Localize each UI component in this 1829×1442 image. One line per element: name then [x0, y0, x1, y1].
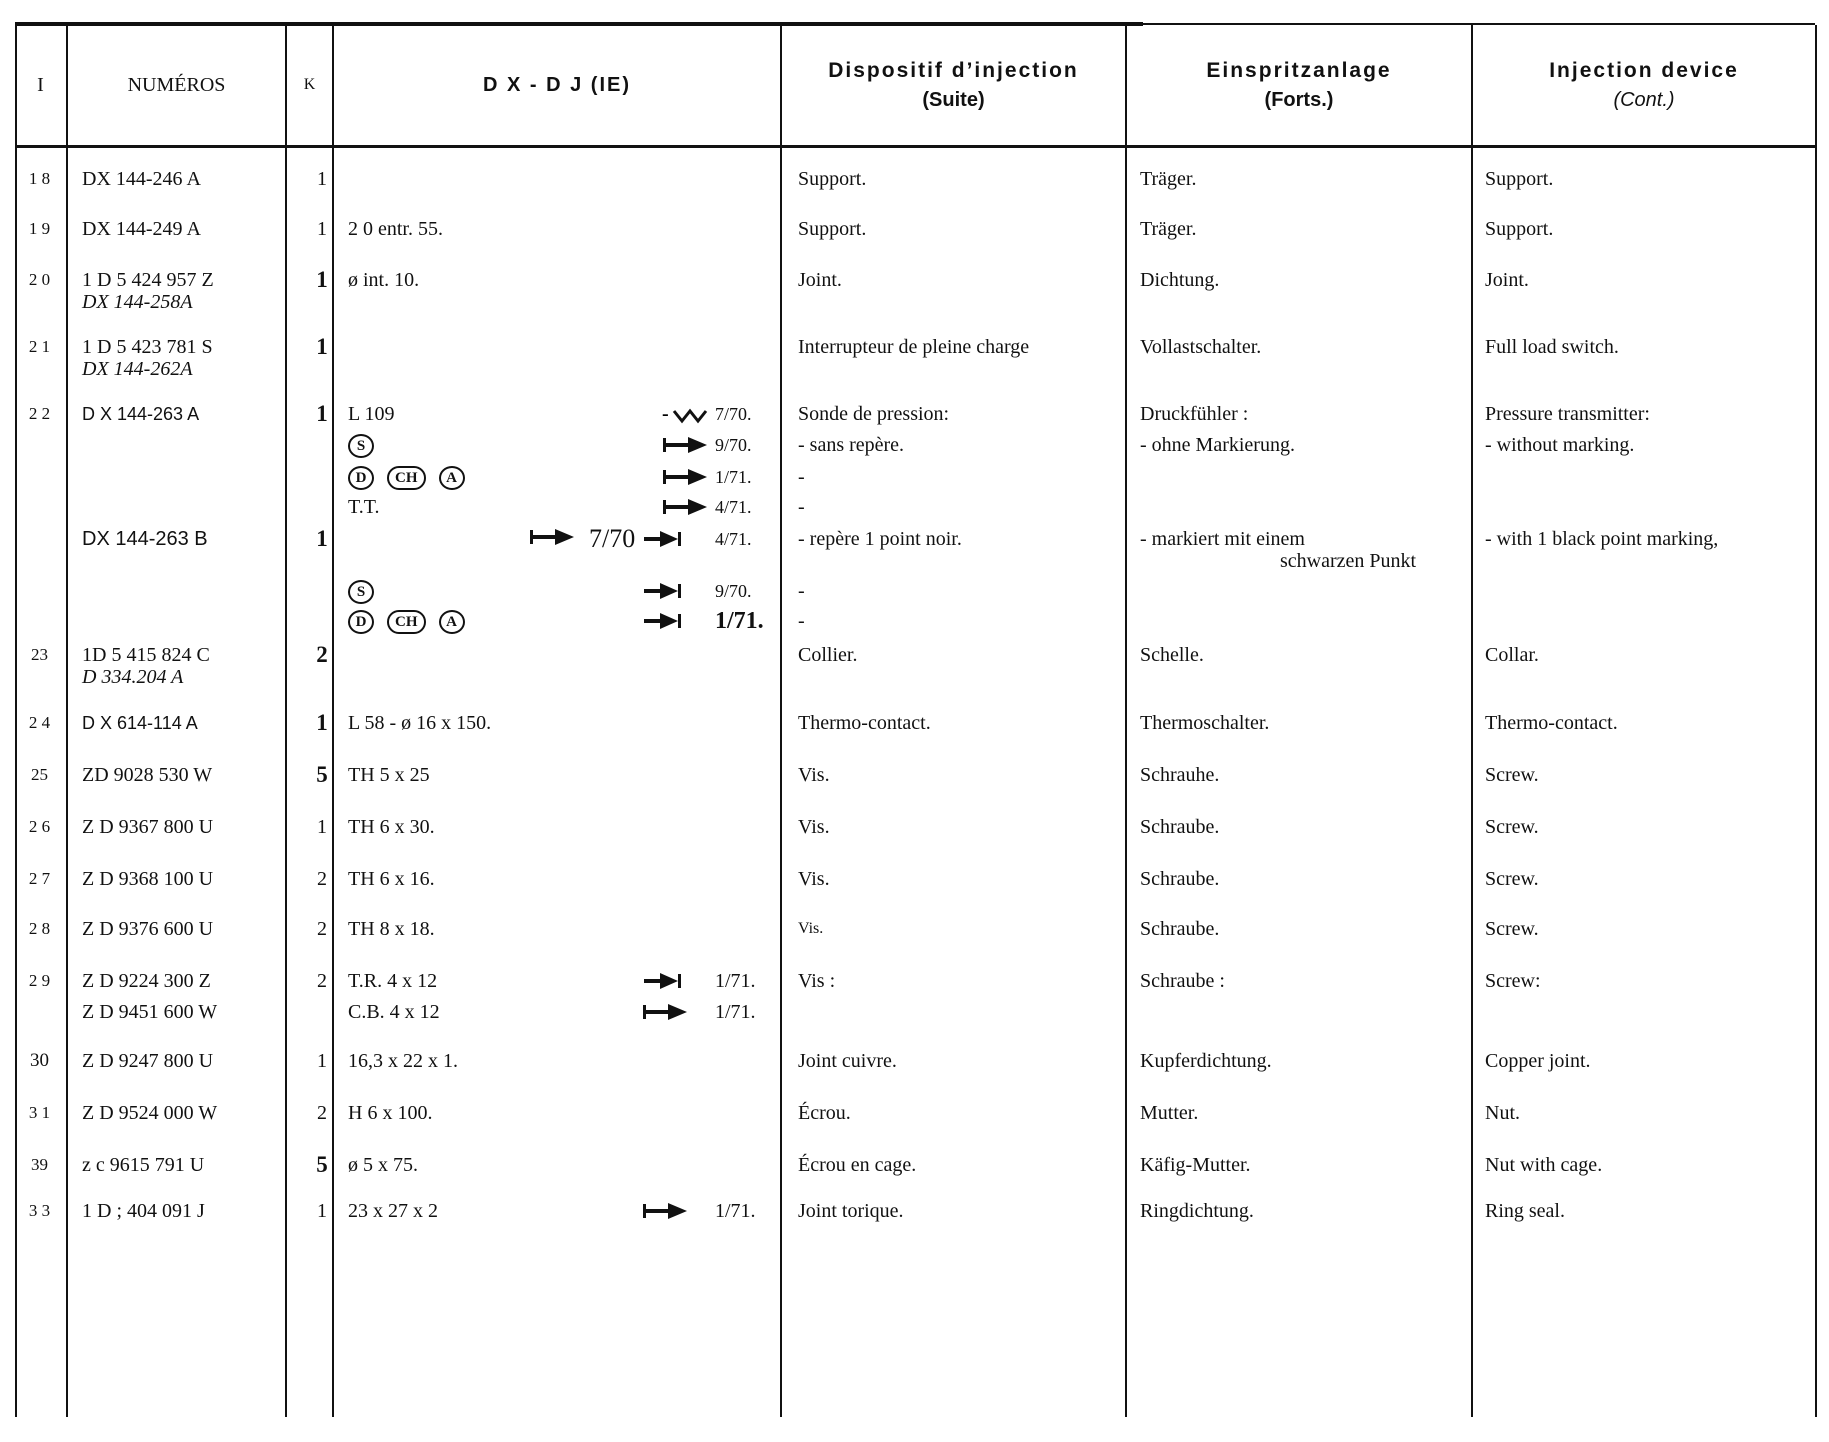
description-en: Support. [1485, 218, 1554, 240]
description-de: Thermoschalter. [1140, 712, 1270, 734]
item-index: 23 [31, 645, 48, 664]
arrow-from-icon [660, 434, 710, 456]
market-badge: D [348, 466, 374, 490]
market-badges [348, 580, 648, 604]
description-fr: Collier. [798, 644, 858, 666]
description-de: Käfig-Mutter. [1140, 1154, 1251, 1176]
description-de: Schraube. [1140, 816, 1220, 838]
part-number [82, 269, 292, 313]
description-en: Ring seal. [1485, 1200, 1565, 1222]
description-en: - with 1 black point marking, [1485, 528, 1719, 550]
quantity: 1 [316, 334, 328, 359]
part-number: DX 144-263 B [82, 528, 208, 550]
header-english-title: Injection device [1549, 58, 1739, 82]
arrow-from-icon [640, 1001, 690, 1023]
column-divider [780, 25, 782, 1417]
spec: L 58 - ø 16 x 150. [348, 712, 492, 734]
quantity: 1 [316, 267, 328, 292]
part-number: Z D 9224 300 Z [82, 970, 211, 992]
spec: TH 6 x 16. [348, 868, 435, 890]
description-en: Joint. [1485, 269, 1529, 291]
quantity: 1 [316, 401, 328, 426]
description-de: - ohne Markierung. [1140, 434, 1295, 456]
date-mark: 7/70. [715, 404, 752, 424]
part-number-primary: 1D 5 415 824 C [82, 644, 210, 666]
description-fr: Joint. [798, 269, 842, 291]
part-number-alt: DX 144-262A [82, 358, 193, 380]
description-fr: Interrupteur de pleine charge [798, 336, 1030, 358]
header-col-i: I [37, 73, 44, 96]
market-badges [348, 610, 648, 634]
header-english-sub: (Cont.) [1613, 88, 1675, 111]
part-number: ZD 9028 530 W [82, 764, 213, 786]
market-badge: A [439, 610, 465, 634]
item-index: 2 9 [28, 971, 51, 990]
item-index: 3 1 [28, 1103, 51, 1122]
description-en: Support. [1485, 168, 1554, 190]
arrow-until-icon [640, 610, 690, 632]
header-french-title: Dispositif d’injection [828, 58, 1079, 82]
column-divider [66, 25, 68, 1417]
description-de: Träger. [1140, 218, 1197, 240]
part-number: 1 D ; 404 091 J [82, 1200, 205, 1222]
part-number: Z D 9247 800 U [82, 1050, 214, 1072]
description-de: Schraube. [1140, 918, 1220, 940]
description-en: Screw. [1485, 816, 1539, 838]
quantity: 5 [316, 1152, 328, 1177]
spec: TH 5 x 25 [348, 764, 430, 786]
description-de: Druckfühler : [1140, 403, 1249, 425]
arrow-from-icon [527, 526, 577, 548]
spec: 23 x 27 x 2 [348, 1200, 438, 1222]
part-number [82, 644, 292, 688]
part-number: D X 144-263 A [82, 404, 200, 424]
date-mark: 9/70. [715, 435, 752, 455]
date-mark: 1/71. [715, 970, 756, 992]
description-en: Screw. [1485, 918, 1539, 940]
spec: 16,3 x 22 x 1. [348, 1050, 458, 1072]
description-en: Thermo-contact. [1485, 712, 1618, 734]
description-de: Mutter. [1140, 1102, 1199, 1124]
item-index: 2 2 [28, 404, 51, 423]
date-mark: 1/71. [715, 608, 764, 634]
description-en: Nut with cage. [1485, 1154, 1603, 1176]
item-index: 2 0 [28, 270, 51, 289]
part-number: DX 144-246 A [82, 168, 201, 190]
spec: L 109 [348, 403, 395, 425]
quantity: 1 [317, 1200, 327, 1222]
date-mark: 4/71. [715, 497, 752, 517]
header-col-model: D X - D J (IE) [482, 73, 631, 96]
item-index: 25 [31, 765, 48, 784]
spec: TH 8 x 18. [348, 918, 435, 940]
description-fr: - repère 1 point noir. [798, 528, 962, 550]
description-en: Screw. [1485, 764, 1539, 786]
date-mark: 9/70. [715, 581, 752, 601]
description-de: Ringdichtung. [1140, 1200, 1254, 1222]
description-de: Schelle. [1140, 644, 1204, 666]
part-number: Z D 9451 600 W [82, 1001, 218, 1023]
description-de: Vollastschalter. [1140, 336, 1262, 358]
quantity: 2 [317, 1102, 327, 1124]
date-mark: 7/70 [589, 524, 636, 553]
market-badge: CH [387, 610, 426, 634]
arrow-until-icon [640, 970, 690, 992]
description-fr: Joint torique. [798, 1200, 904, 1222]
description-de-line2: schwarzen Punkt [1280, 550, 1417, 572]
description-de: Schraube. [1140, 868, 1220, 890]
description-de: Schraube : [1140, 970, 1225, 992]
description-fr: Vis : [798, 970, 836, 992]
quantity: 1 [317, 1050, 327, 1072]
header-col-french [782, 25, 1125, 145]
header-col-numeros: NUMÉROS [127, 73, 226, 96]
header-col-german [1127, 25, 1471, 145]
part-number-primary: 1 D 5 424 957 Z [82, 269, 214, 291]
description-de [1140, 528, 1480, 572]
spec: 2 0 entr. 55. [348, 218, 443, 240]
date-mark: 1/71. [715, 1200, 756, 1222]
description-fr: Thermo-contact. [798, 712, 931, 734]
description-en: - without marking. [1485, 434, 1635, 456]
description-fr: - [798, 496, 805, 518]
part-number-primary: 1 D 5 423 781 S [82, 336, 213, 358]
market-badge: S [348, 434, 374, 458]
header-rule [15, 145, 1815, 148]
description-de: Dichtung. [1140, 269, 1220, 291]
item-index: 2 6 [28, 817, 51, 836]
description-fr: Joint cuivre. [798, 1050, 897, 1072]
item-index: 2 1 [28, 337, 51, 356]
quantity: 5 [316, 762, 328, 787]
quantity: 1 [317, 168, 327, 190]
description-fr: - [798, 610, 805, 632]
item-index: 1 8 [28, 169, 51, 188]
description-fr: Écrou. [798, 1102, 851, 1124]
description-fr: Vis. [798, 868, 830, 890]
date-mark: 1/71. [715, 467, 752, 487]
description-en: Collar. [1485, 644, 1539, 666]
quantity: 2 [316, 642, 328, 667]
description-en: Full load switch. [1485, 336, 1619, 358]
arrow-from-icon [660, 403, 710, 425]
description-fr: - sans repère. [798, 434, 905, 456]
part-number: z c 9615 791 U [82, 1154, 205, 1176]
svg-text:-: - [662, 403, 669, 425]
spec: H 6 x 100. [348, 1102, 433, 1124]
item-index: 1 9 [28, 219, 51, 238]
arrow-until-icon [640, 528, 690, 550]
date-mark: 1/71. [715, 1001, 756, 1023]
spec: C.B. 4 x 12 [348, 1001, 440, 1023]
market-badge: S [348, 580, 374, 604]
description-fr: - [798, 466, 805, 488]
header-german-sub: (Forts.) [1264, 88, 1334, 111]
description-fr: Vis. [798, 764, 830, 786]
market-badge: D [348, 610, 374, 634]
description-fr: Écrou en cage. [798, 1154, 917, 1176]
description-de-line1: - markiert mit einem [1140, 528, 1305, 550]
item-index: 3 3 [28, 1201, 51, 1220]
date-mark: 4/71. [715, 529, 752, 549]
description-en: Nut. [1485, 1102, 1520, 1124]
market-badges [348, 434, 648, 458]
description-en: Pressure transmitter: [1485, 403, 1650, 425]
description-fr: Vis. [798, 816, 830, 838]
spec: ø 5 x 75. [348, 1154, 418, 1176]
description-fr: Support. [798, 168, 867, 190]
quantity: 1 [317, 816, 327, 838]
arrow-until-icon [640, 580, 690, 602]
spec: ø int. 10. [348, 269, 420, 291]
header-col-k: K [303, 76, 316, 93]
item-index: 2 4 [28, 713, 51, 732]
description-fr: Vis. [798, 920, 824, 937]
description-fr: - [798, 580, 805, 602]
quantity: 1 [316, 710, 328, 735]
quantity: 2 [317, 868, 327, 890]
description-de: Schrauhe. [1140, 764, 1220, 786]
spec: T.T. [348, 496, 380, 518]
arrow-from-icon [660, 496, 710, 518]
item-index: 2 8 [28, 919, 51, 938]
part-number: D X 614-114 A [82, 713, 198, 733]
description-en: Screw: [1485, 970, 1541, 992]
item-index: 39 [31, 1155, 48, 1174]
header-col-english [1473, 25, 1815, 145]
header-french-sub: (Suite) [922, 88, 985, 111]
description-en: Screw. [1485, 868, 1539, 890]
item-index: 2 7 [28, 869, 51, 888]
arrow-from-icon [660, 466, 710, 488]
part-number-alt: DX 144-258A [82, 291, 193, 313]
part-number: Z D 9376 600 U [82, 918, 214, 940]
quantity: 1 [316, 526, 328, 551]
description-fr: Sonde de pression: [798, 403, 950, 425]
spec: TH 6 x 30. [348, 816, 435, 838]
market-badge: A [439, 466, 465, 490]
part-number: Z D 9368 100 U [82, 868, 214, 890]
quantity: 2 [317, 918, 327, 940]
description-de: Kupferdichtung. [1140, 1050, 1272, 1072]
market-badges [348, 466, 648, 490]
market-badge: CH [387, 466, 426, 490]
parts-table [15, 22, 1815, 1417]
part-number: Z D 9367 800 U [82, 816, 214, 838]
part-number-alt: D 334.204 A [82, 666, 184, 688]
part-number: Z D 9524 000 W [82, 1102, 218, 1124]
spec: T.R. 4 x 12 [348, 970, 438, 992]
part-number [82, 336, 292, 380]
quantity: 1 [317, 218, 327, 240]
header-german-title: Einspritzanlage [1206, 58, 1392, 82]
description-fr: Support. [798, 218, 867, 240]
description-de: Träger. [1140, 168, 1197, 190]
item-index: 30 [30, 1050, 49, 1071]
description-en: Copper joint. [1485, 1050, 1591, 1072]
arrow-from-icon [640, 1200, 690, 1222]
part-number: DX 144-249 A [82, 218, 201, 240]
quantity: 2 [317, 970, 327, 992]
